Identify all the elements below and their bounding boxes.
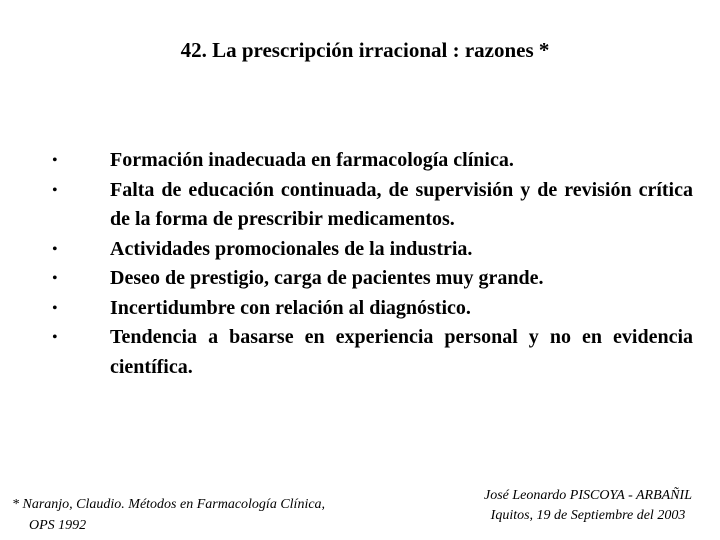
bullet-dot-icon: • (52, 181, 58, 199)
bullet-dot-icon: • (52, 329, 58, 346)
bullet-list (50, 146, 693, 382)
bullet-text: Deseo de prestigio, carga de pacientes muy grande. (110, 267, 544, 289)
bullet-item (50, 294, 693, 324)
footnote (12, 494, 325, 536)
footnote-reference: * Naranjo, Claudio. Métodos en Farmacología Clínica, (12, 497, 326, 512)
author-name: José Leonardo PISCOYA - ARBAÑIL (484, 488, 692, 503)
bullet-text: Formación inadecuada en farmacología clínica. (110, 149, 514, 171)
bullet-text: Actividades promocionales de la industria. (110, 237, 473, 260)
bullet-text: Tendencia a basarse en experiencia personal y no en evidencia científica. (110, 326, 693, 378)
footnote-publisher: OPS 1992 (29, 518, 87, 533)
bullet-dot-icon: • (52, 152, 58, 169)
author-signature (470, 486, 706, 526)
bullet-dot-icon: • (52, 299, 58, 317)
bullet-item (50, 146, 693, 176)
bullet-text: Falta de educación continuada, de supervisión y de revisión crítica de la forma de prescribir medicamentos. (110, 178, 693, 230)
bullet-dot-icon: • (52, 270, 58, 287)
bullet-item (50, 323, 693, 382)
bullet-item (50, 176, 693, 235)
slide-title: 42. La prescripción irracional : razones * (180, 38, 550, 62)
bullet-item (50, 264, 693, 294)
bullet-item (50, 235, 693, 265)
bullet-dot-icon: • (52, 240, 58, 258)
place-date: Iquitos, 19 de Septiembre del 2003 (490, 508, 686, 523)
bullet-text: Incertidumbre con relación al diagnóstico. (110, 296, 471, 319)
